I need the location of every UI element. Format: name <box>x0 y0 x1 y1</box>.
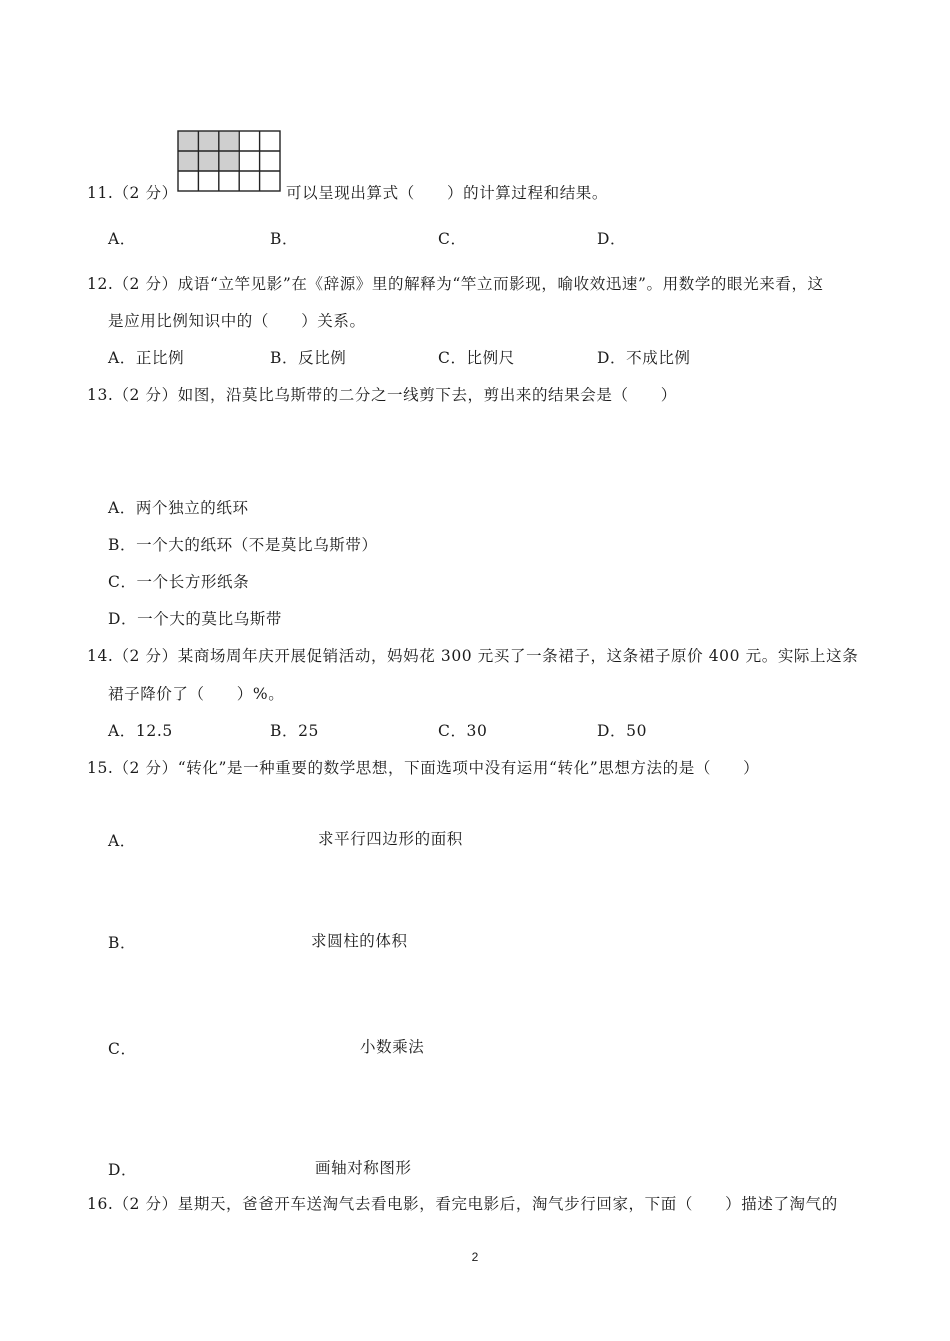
q11-prefix: 11.（2 分） <box>87 184 178 202</box>
q14-option-a[interactable]: A．12.5 <box>108 722 173 740</box>
q14-option-b[interactable]: B．25 <box>270 722 320 740</box>
q16-line1: 16.（2 分）星期天，爸爸开车送淘气去看电影，看完电影后，淘气步行回家，下面（ ）描述了淘气的 <box>87 1195 838 1213</box>
q11-option-a[interactable]: A． <box>108 230 136 248</box>
q13-option-a[interactable]: A．两个独立的纸环 <box>108 499 249 517</box>
q12-line2: 是应用比例知识中的（ ）关系。 <box>108 312 366 330</box>
q11-shaded-grid-figure <box>177 130 281 192</box>
q15-option-c-caption: 小数乘法 <box>360 1038 425 1056</box>
q14-line2: 裙子降价了（ ）%。 <box>108 685 285 703</box>
q15-option-b-caption: 求圆柱的体积 <box>311 932 408 950</box>
q14-option-c[interactable]: C．30 <box>438 722 488 740</box>
q15-option-c-letter[interactable]: C． <box>108 1040 137 1058</box>
q14-line1: 14.（2 分）某商场周年庆开展促销活动，妈妈花 300 元买了一条裙子，这条裙子原价 400 元。实际上这条 <box>87 647 859 665</box>
q13-line1: 13.（2 分）如图，沿莫比乌斯带的二分之一线剪下去，剪出来的结果会是（ ） <box>87 386 677 404</box>
q11-option-d[interactable]: D． <box>597 230 627 248</box>
q14-option-d[interactable]: D．50 <box>597 722 648 740</box>
q13-option-c[interactable]: C．一个长方形纸条 <box>108 573 250 591</box>
q15-option-d-letter[interactable]: D． <box>108 1161 138 1179</box>
q12-option-d[interactable]: D．不成比例 <box>597 349 691 367</box>
q11-text: 可以呈现出算式（ ）的计算过程和结果。 <box>286 184 609 202</box>
q12-option-c[interactable]: C．比例尺 <box>438 349 515 367</box>
q15-option-a-caption: 求平行四边形的面积 <box>318 830 463 848</box>
q15-option-a-letter[interactable]: A． <box>108 832 136 850</box>
page-number: 2 <box>471 1250 479 1264</box>
q11-option-b[interactable]: B． <box>270 230 299 248</box>
q13-option-d[interactable]: D．一个大的莫比乌斯带 <box>108 610 283 628</box>
q12-option-b[interactable]: B．反比例 <box>270 349 347 367</box>
q15-option-b-letter[interactable]: B． <box>108 934 137 952</box>
q15-line1: 15.（2 分）“转化”是一种重要的数学思想，下面选项中没有运用“转化”思想方法的是（ ） <box>87 759 760 777</box>
q12-line1: 12.（2 分）成语“立竿见影”在《辞源》里的解释为“竿立而影现，喻收效迅速”。用数学的眼光来看，这 <box>87 275 824 293</box>
q13-option-b[interactable]: B．一个大的纸环（不是莫比乌斯带） <box>108 536 378 554</box>
q15-option-d-caption: 画轴对称图形 <box>315 1159 412 1177</box>
q11-option-c[interactable]: C． <box>438 230 467 248</box>
q12-option-a[interactable]: A．正比例 <box>108 349 185 367</box>
